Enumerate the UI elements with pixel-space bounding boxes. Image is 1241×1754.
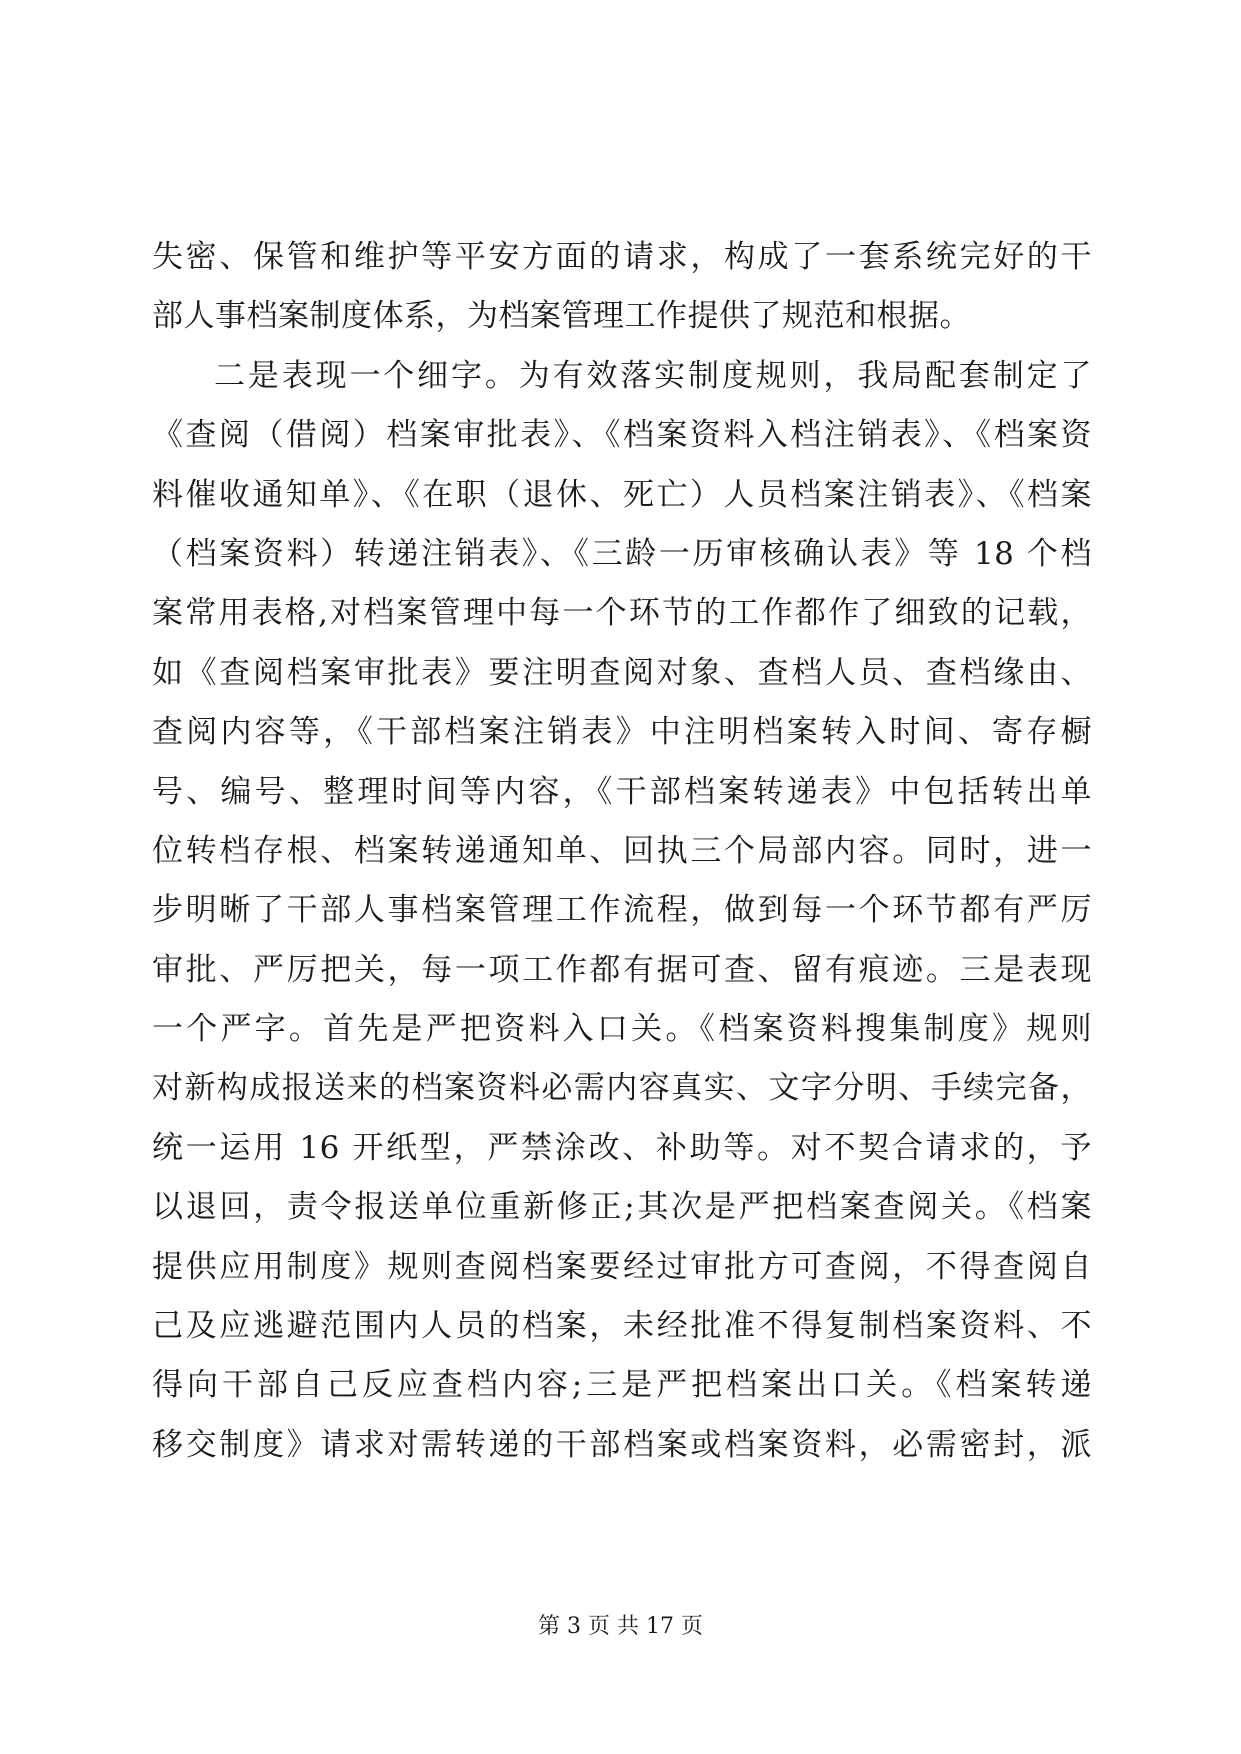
text-line: 对新构成报送来的档案资料必需内容真实、文字分明、手续完备， (152, 1070, 1092, 1107)
text-line: 得向干部自己反应查档内容;三是严把档案出口关。《档案转递 (152, 1367, 1092, 1404)
text-line: 提供应用制度》规则查阅档案要经过审批方可查阅，不得查阅自 (152, 1248, 1092, 1285)
text-line: 如《查阅档案审批表》要注明查阅对象、查档人员、查档缘由、 (152, 654, 1092, 691)
text-line: 案常用表格,对档案管理中每一个环节的工作都作了细致的记载， (152, 595, 1092, 632)
text-line: 位转档存根、档案转递通知单、回执三个局部内容。同时，进一 (152, 832, 1092, 869)
text-line: （档案资料）转递注销表》、《三龄一历审核确认表》等 18 个档 (152, 535, 1092, 572)
text-line: 步明晰了干部人事档案管理工作流程，做到每一个环节都有严厉 (152, 892, 1092, 929)
text-line: 以退回，责令报送单位重新修正;其次是严把档案查阅关。《档案 (152, 1189, 1092, 1226)
page-number-footer: 第 3 页 共 17 页 (538, 1614, 703, 1639)
text-line: 审批、严厉把关，每一项工作都有据可查、留有痕迹。三是表现 (152, 951, 1092, 988)
text-line: 失密、保管和维护等平安方面的请求，构成了一套系统完好的干 (152, 239, 1092, 275)
text-line: 《查阅（借阅）档案审批表》、《档案资料入档注销表》、《档案资 (152, 417, 1092, 454)
text-line: 统一运用 16 开纸型，严禁涂改、补助等。对不契合请求的，予 (152, 1129, 1092, 1166)
text-line: 移交制度》请求对需转递的干部档案或档案资料，必需密封，派 (152, 1426, 1092, 1463)
document-body (152, 228, 1092, 1475)
text-line: 部人事档案制度体系，为档案管理工作提供了规范和根据。 (152, 298, 971, 335)
text-line: 料催收通知单》、《在职（退休、死亡）人员档案注销表》、《档案 (152, 476, 1092, 513)
text-line: 己及应逃避范围内人员的档案，未经批准不得复制档案资料、不 (152, 1308, 1092, 1345)
text-line: 号、编号、整理时间等内容，《干部档案转递表》中包括转出单 (152, 773, 1092, 810)
text-line: 查阅内容等，《干部档案注销表》中注明档案转入时间、寄存橱 (152, 714, 1092, 751)
text-line: 一个严字。首先是严把资料入口关。《档案资料搜集制度》规则 (152, 1011, 1092, 1048)
text-line: 二是表现一个细字。为有效落实制度规则，我局配套制定了 (214, 357, 1092, 394)
